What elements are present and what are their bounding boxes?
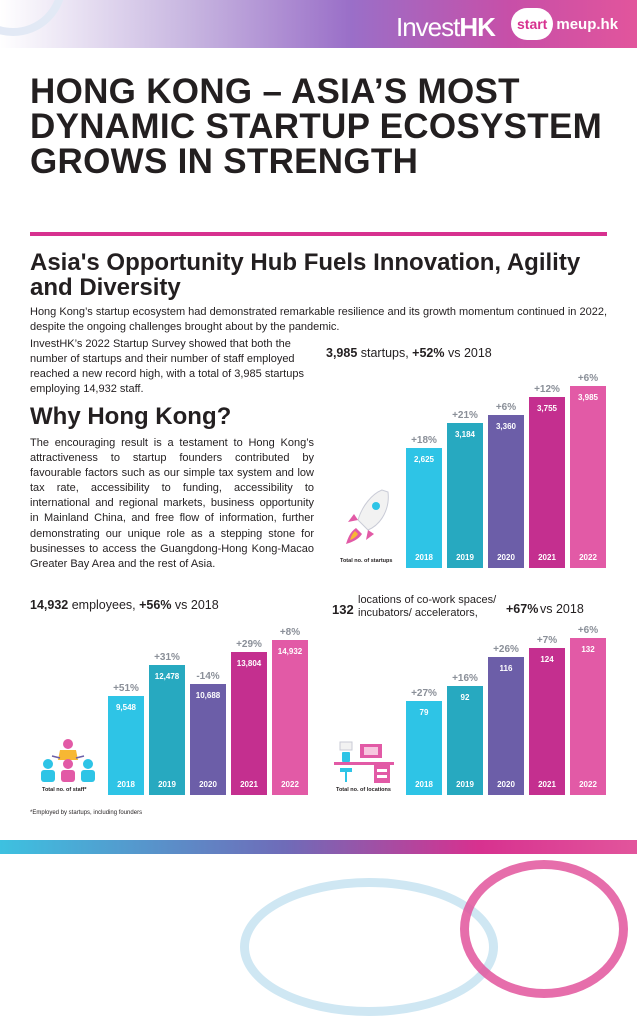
spaces-growth-label: +27% — [411, 688, 437, 699]
startups-axis-label: Total no. of startups — [340, 558, 393, 564]
spaces-bar — [529, 648, 565, 795]
spaces-axis-label: Total no. of locations — [336, 787, 391, 793]
startups-bar-year: 2021 — [538, 553, 556, 562]
spaces-growth-label: +6% — [577, 625, 599, 636]
employees-bar-year: 2022 — [281, 780, 299, 789]
employees-bar-year: 2021 — [240, 780, 258, 789]
employees-chart — [30, 598, 320, 795]
decor-ring-bottom — [240, 878, 498, 1016]
rocket-icon — [342, 486, 392, 548]
startups-bar-value: 3,985 — [577, 393, 599, 402]
startups-growth-label: +6% — [495, 402, 517, 413]
lead-paragraph: Hong Kong’s startup ecosystem had demonstrated remarkable resilience and its growth momentum continued in 2022, despite the ongoing challenges brought about by the pandemic. — [30, 306, 608, 333]
startups-bar-year: 2019 — [456, 553, 474, 562]
employees-chart-title: 14,932 employees, +56% vs 2018 — [30, 598, 219, 612]
decor-ring-bottom-pink — [460, 860, 628, 998]
employees-bar-value: 10,688 — [195, 691, 221, 700]
startmeup-logo[interactable]: start meup.hk — [511, 8, 618, 40]
workspace-icon — [334, 740, 394, 784]
employees-bar-value: 14,932 — [277, 647, 303, 656]
investhk-logo[interactable]: InvestHK — [396, 12, 495, 42]
spaces-bar-value: 116 — [499, 664, 513, 673]
employees-bar-year: 2020 — [199, 780, 217, 789]
spaces-bar — [488, 657, 524, 795]
employees-bar — [149, 665, 185, 795]
spaces-bar-year: 2020 — [497, 780, 515, 789]
employees-bar — [272, 640, 308, 795]
spaces-bar-value: 92 — [460, 693, 470, 702]
startups-growth-label: +18% — [411, 435, 437, 446]
survey-paragraph: InvestHK’s 2022 Startup Survey showed that both the number of startups and their number of staff employed reached a new record high, with a total of 3,985 startups employing 14,932 staff. — [30, 338, 304, 395]
startups-chart — [326, 346, 616, 568]
employees-bar-value: 13,804 — [236, 659, 262, 668]
page-title: HONG KONG – ASIA’S MOST DYNAMIC STARTUP ECOSYSTEM GROWS IN STRENGTH — [30, 72, 603, 181]
startups-bar — [406, 448, 442, 568]
spaces-growth-label: +26% — [493, 644, 519, 655]
employees-growth-label: +51% — [113, 683, 139, 694]
employees-growth-label: +29% — [236, 639, 262, 650]
divider — [30, 232, 607, 236]
footer-band — [0, 840, 637, 854]
startups-bar-value: 2,625 — [413, 455, 435, 464]
startups-growth-label: +12% — [534, 384, 560, 395]
why-title: Why Hong Kong? — [30, 403, 232, 430]
startups-growth-label: +6% — [577, 373, 599, 384]
spaces-bar-year: 2022 — [579, 780, 597, 789]
startups-bar-value: 3,755 — [536, 404, 558, 413]
spaces-chart: 132 locations of co-work spaces/ incubators/ accelerators, +67% vs 2018 Total no. of locations 79 2018 +27% 92 2019 +16% 116 2020 +26% 124 2021 +7% 132 2022 +6% — [332, 598, 616, 795]
startups-bar — [570, 386, 606, 568]
employees-growth-label: +8% — [279, 627, 301, 638]
spaces-growth-label: +16% — [452, 673, 478, 684]
employees-bar — [231, 652, 267, 795]
spaces-bar-value: 132 — [581, 645, 595, 654]
employees-bar-year: 2019 — [158, 780, 176, 789]
spaces-bar-year: 2021 — [538, 780, 556, 789]
employees-bar-value: 9,548 — [115, 703, 137, 712]
startups-bar-value: 3,184 — [454, 430, 476, 439]
spaces-bar — [447, 686, 483, 795]
spaces-bar-year: 2019 — [456, 780, 474, 789]
employees-bar-year: 2018 — [117, 780, 135, 789]
startups-growth-label: +21% — [452, 410, 478, 421]
startups-chart-title: 3,985 startups, +52% vs 2018 — [326, 346, 492, 360]
employees-bar — [190, 684, 226, 795]
startups-bar-value: 3,360 — [495, 422, 517, 431]
employees-bar — [108, 696, 144, 795]
footnote: *Employed by startups, including founders — [30, 810, 143, 816]
spaces-bar-year: 2018 — [415, 780, 433, 789]
startups-bar — [529, 397, 565, 568]
startups-bar-year: 2020 — [497, 553, 515, 562]
why-paragraph: The encouraging result is a testament to Hong Kong’s attractiveness to startup founders contributed by favourable factors such as our simple tax system and low tax rate, accessibility to funding, accessibility to international and regional markets, business opportunity in Mainland China, and free flow of information, further demonstrating our unique role as a stepping stone for businesses to access the Guangdong-Hong Kong-Macao Greater Bay Area and the rest of Asia. — [30, 437, 314, 570]
header-banner — [0, 0, 637, 48]
employees-bar-value: 12,478 — [154, 672, 180, 681]
employees-growth-label: +31% — [154, 652, 180, 663]
startups-bar-year: 2022 — [579, 553, 597, 562]
section-title: Asia's Opportunity Hub Fuels Innovation, Agility and Diversity — [30, 249, 581, 301]
startups-bar — [488, 415, 524, 568]
spaces-bar — [570, 638, 606, 795]
team-icon — [40, 738, 96, 782]
decor-ring — [0, 0, 66, 36]
spaces-bar — [406, 701, 442, 795]
spaces-bar-value: 124 — [540, 655, 554, 664]
startups-bar-year: 2018 — [415, 553, 433, 562]
employees-growth-label: -14% — [196, 671, 220, 682]
spaces-bar-value: 79 — [419, 708, 429, 717]
spaces-growth-label: +7% — [536, 635, 558, 646]
startups-bar — [447, 423, 483, 568]
employees-axis-label: Total no. of staff* — [42, 787, 87, 793]
